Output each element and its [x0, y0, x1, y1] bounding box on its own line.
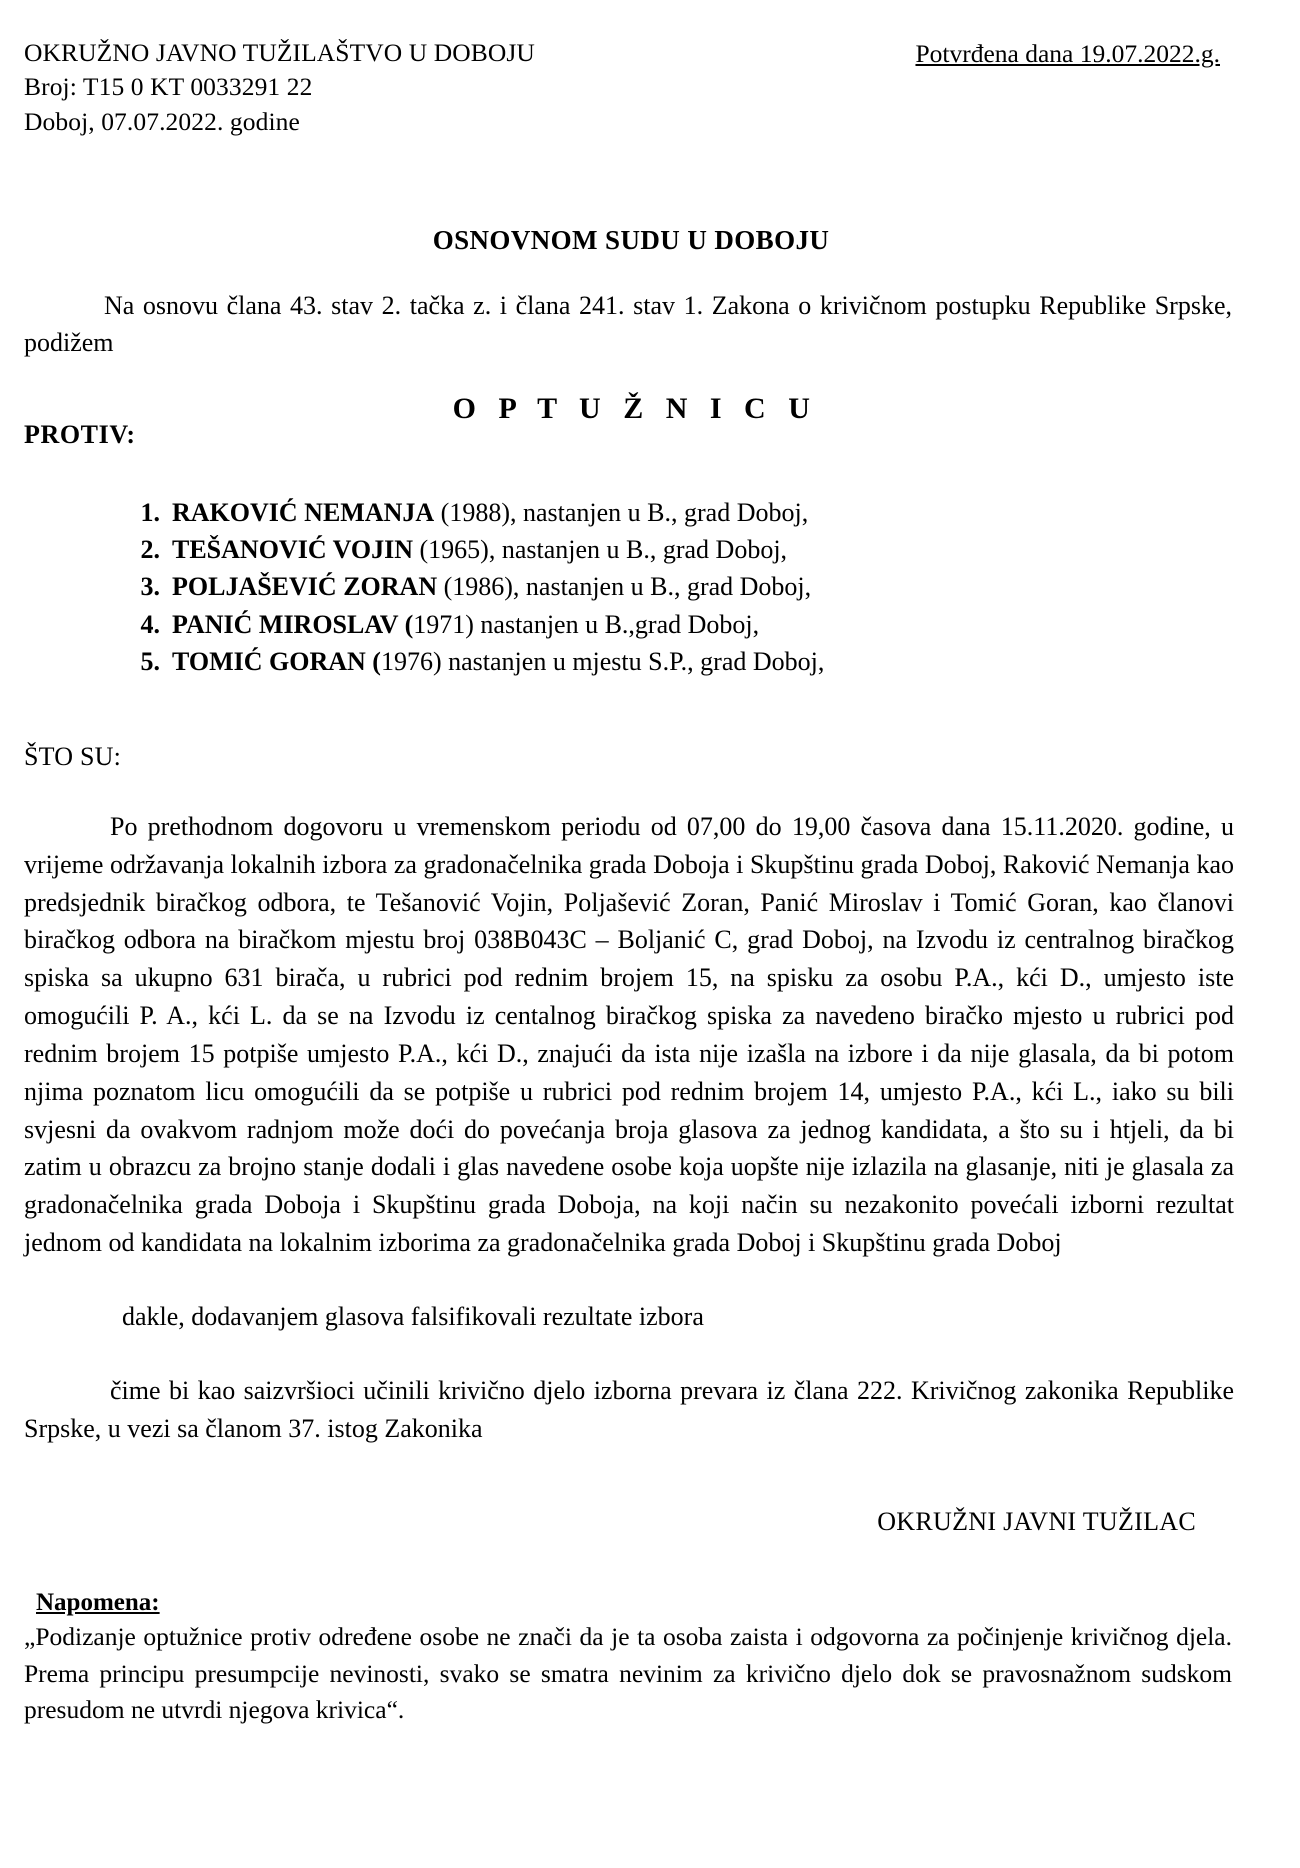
- defendant-number: 2.: [140, 535, 160, 565]
- defendant-name: TEŠANOVIĆ VOJIN: [172, 535, 413, 565]
- legal-basis-paragraph: Na osnovu člana 43. stav 2. tačka z. i člana 241. stav 1. Zakona o krivičnom postupku Republike Srpske, podižem: [24, 291, 1232, 358]
- defendant-name: RAKOVIĆ NEMANJA: [172, 498, 435, 528]
- defendant-details: (1986), nastanjen u B., grad Doboj,: [437, 572, 812, 602]
- cime-paragraph: čime bi kao saizvršioci učinili krivično djelo izborna prevara iz člana 222. Krivičnog zakonika Republike Srpske, u vezi sa članom 37. istog Zakonika: [24, 1375, 1234, 1443]
- list-item: [140, 643, 1238, 680]
- defendant-details: (1988), nastanjen u B., grad Doboj,: [434, 498, 809, 528]
- authority-name: OKRUŽNO JAVNO TUŽILAŠTVO U DOBOJU: [24, 38, 535, 67]
- list-item: [140, 531, 1238, 568]
- dakle-paragraph: dakle, dodavanjem glasova falsifikovali rezultate izbora: [122, 1301, 704, 1331]
- document-header: [24, 36, 1238, 139]
- defendants-list: [24, 494, 1238, 680]
- defendant-number: 5.: [140, 646, 160, 676]
- defendant-number: 4.: [140, 609, 160, 639]
- confirmation-stamp-text: Potvrđena dana 19.07.2022.g.: [915, 39, 1220, 68]
- issuing-authority-block: [24, 36, 535, 139]
- who-did-label: ŠTO SU:: [24, 741, 122, 771]
- prosecutor-signature-line: OKRUŽNI JAVNI TUŽILAC: [877, 1507, 1196, 1537]
- note-section: [24, 1589, 1238, 1728]
- defendant-details: 1976) nastanjen u mjestu S.P., grad Doboj,: [380, 646, 825, 676]
- against-label: PROTIV:: [24, 420, 136, 450]
- defendant-details: (1965), nastanjen u B., grad Doboj,: [413, 535, 788, 565]
- indictment-title: O P T U Ž N I C U: [452, 392, 818, 426]
- list-item: [140, 606, 1238, 643]
- note-title: Napomena:: [36, 1589, 160, 1617]
- case-number: Broj: T15 0 KT 0033291 22: [24, 72, 313, 102]
- addressed-court-heading: OSNOVNOM SUDU U DOBOJU: [432, 225, 830, 256]
- defendant-name: PANIĆ MIROSLAV (: [172, 609, 414, 639]
- place-and-date: Doboj, 07.07.2022. godine: [24, 106, 300, 136]
- accusation-body-paragraph: Po prethodnom dogovoru u vremenskom periodu od 07,00 do 19,00 časova dana 15.11.2020. godine, u vrijeme održavanja lokalnih izbora za gradonačelnika grada Doboja i Skupštinu grada Doboj, Raković Nemanja kao predsjednik biračkog odbora, te Tešanović Vojin, Poljašević Zoran, Panić Miroslav i Tomić Goran, kao članovi biračkog odbora na biračkom mjestu broj 038B043C – Boljanić C, grad Doboj, na Izvodu iz centralnog biračkog spiska sa ukupno 631 birača, u rubrici pod rednim brojem 15, na spisku za osobu P.A., kći D., umjesto iste omogućili P. A., kći L. da se na Izvodu iz centalnog biračkog spiska za navedeno biračko mjesto u rubrici pod rednim brojem 15 potpiše umjesto P.A., kći D., znajući da ista nije izašla na izbore i da nije glasala, da bi potom njima poznatom licu omogućili da se potpiše u rubrici pod rednim brojem 14, umjesto P.A., kći L., iako su bili svjesni da ovakvom radnjom može doći do povećanja broja glasova za jednog kandidata, a što su i htjeli, da bi zatim u obrazcu za brojno stanje dodali i glas navedene osobe koja uopšte nije izlazila na glasanje, niti je glasala za gradonačelnika grada Doboja i Skupštinu grada Doboja, na koji način su nezakonito povećali izborni rezultat jednom od kandidata na lokalnim izborima za gradonačelnika grada Doboj i Skupštinu grada Doboj: [24, 811, 1234, 1258]
- defendant-name: TOMIĆ GORAN (: [172, 646, 381, 676]
- list-item: [140, 494, 1238, 531]
- defendant-name: POLJAŠEVIĆ ZORAN: [172, 572, 438, 602]
- list-item: [140, 568, 1238, 605]
- defendant-details: 1971) nastanjen u B.,grad Doboj,: [413, 609, 760, 639]
- defendant-number: 1.: [140, 498, 160, 528]
- defendant-number: 3.: [140, 572, 160, 602]
- note-text: „Podizanje optužnice protiv određene osobe ne znači da je ta osoba zaista i odgovorna za počinjenje krivičnog djela. Prema principu presumpcije nevinosti, svako se smatra nevinim za krivično djelo dok se pravosnažnom sudskom presudom ne utvrdi njegova krivica“.: [24, 1622, 1232, 1724]
